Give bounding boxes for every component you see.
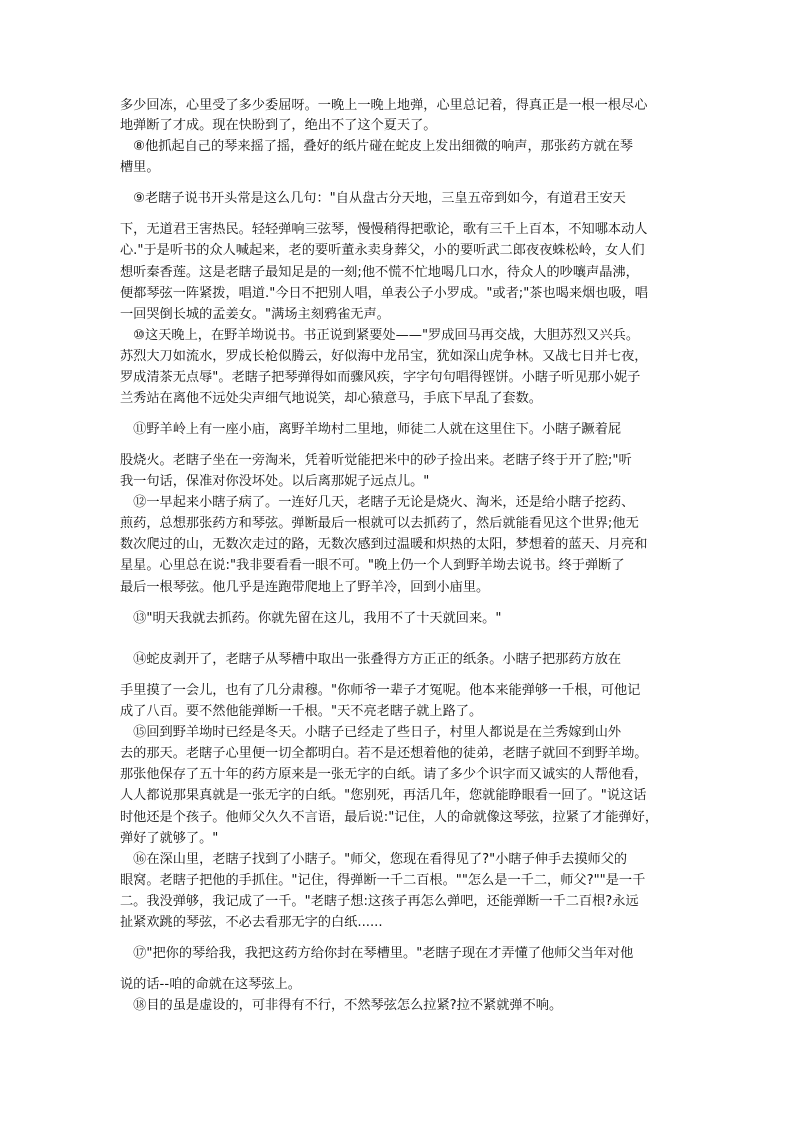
text-line: ⑪野羊岭上有一座小庙，离野羊坳村二里地，师徒二人就在这里住下。小瞎子蹶着屁 [120,422,622,437]
text-line: 人人都说那果真就是一张无字的白纸。"您别死，再活几年，您就能睁眼看一回了。"说这话 [120,788,647,803]
text-line: 多少回冻，心里受了多少委屈呀。一晚上一晚上地弹，心里总记着，得真正是一根一根尽心 [120,98,648,113]
text-line: 时他还是个孩子。他师父久久不言语，最后说:"记住，人的命就像这琴弦，拉紧了才能弹好， [120,810,659,825]
text-line: ⑨老瞎子说书开头常是这么几句："自从盘古分天地，三皇五帝到如今，有道君王安天 [120,191,626,206]
text-line: ⑫一早起来小瞎子病了。一连好几天，老瞎子无论是烧火、淘米，还是给小瞎子挖药、 [120,495,635,510]
text-line: ⑰"把你的琴给我，我把这药方给你封在琴槽里。"老瞎子现在才弄懂了他师父当年对他 [120,946,634,961]
text-line: 我一句话，保准对你没坏处。以后离那妮子远点儿。" [120,474,430,489]
text-line: 槽里。 [120,160,160,175]
text-line: 二。我没弹够，我记成了一千。"老瞎子想:这孩子再怎么弹吧，还能弹断一千二百根?永远 [120,894,639,909]
text-line: 说的话--咱的命就在这琴弦上。 [120,977,301,992]
text-line: 一回哭倒长城的孟姜女。"满场主刻鸦雀无声。 [120,307,390,322]
text-line: 苏烈大刀如流水，罗成长枪似腾云，好似海中龙吊宝，犹如深山虎争林。又战七日并七夜， [120,349,648,364]
text-line: 心."于是听书的众人喊起来，老的要听董永卖身葬父，小的要听武二郎夜夜蛛松岭，女人们 [120,243,645,258]
text-line: 成了八百。要不然他能弹断一千根。"天不亮老瞎子就上路了。 [120,704,483,719]
text-line: ⑯在深山里，老瞎子找到了小瞎子。"师父，您现在看得见了?"小瞎子伸手去摸师父的 [120,852,628,867]
text-line: 股烧火。老瞎子坐在一旁淘米，凭着听觉能把米中的砂子捡出来。老瞎子终于开了腔;"听 [120,453,632,468]
text-line: 兰秀站在离他不远处尖声细气地说笑，却心猿意马，手底下早乱了套数。 [120,391,542,406]
text-line: 去的那天。老瞎子心里便一切全都明白。若不是还想着他的徒弟，老瞎子就回不到野羊坳。 [120,746,648,761]
text-line: 扯紧欢跳的琴弦，不必去看那无字的白纸...... [120,915,383,930]
text-line: ⑱目的虽是虚设的，可非得有不行，不然琴弦怎么拉紧?拉不紧就弹不响。 [120,998,563,1013]
text-line: 煎药，总想那张药方和琴弦。弹断最后一根就可以去抓药了，然后就能看见这个世界;他无 [120,516,639,531]
text-line: 罗成清茶无点辱"。老瞎子把琴弹得如而骤风疾，字字句句唱得铿饼。小瞎子听见那小妮子 [120,370,641,385]
text-line: 星星。心里总在说:"我非要看看一眼不可。"晚上仍一个人到野羊坳去说书。终于弹断了 [120,558,625,573]
text-line: ⑮回到野羊坳时已经是冬天。小瞎子已经走了些日子，村里人都说是在兰秀嫁到山外 [120,725,622,740]
text-line: 手里摸了一会儿，也有了几分肃穆。"你师爷一辈子才冤呢。他本来能弹够一千根，可他记 [120,683,641,698]
text-line: 想听秦香莲。这是老瞎子最知足是的一刻;他不慌不忙地喝几口水，待众人的吵嚷声晶沸， [120,265,639,280]
text-line: 数次爬过的山，无数次走过的路，无数次感到过温暖和炽热的太阳，梦想着的蓝天、月亮和 [120,537,648,552]
text-line: ⑩这天晚上，在野羊坳说书。书正说到紧要处——"罗成回马再交战，大胆苏烈又兴兵。 [120,328,640,343]
text-line: 便都琴弦一阵紧拨，唱道."今日不把别人唱，单表公子小罗成。"或者;"茶也喝来烟也吸，唱 [120,286,648,301]
text-line: ⑧他抓起自己的琴来摇了摇，叠好的纸片碰在蛇皮上发出细微的响声，那张药方就在琴 [120,139,633,154]
text-line: 那张他保存了五十年的药方原来是一张无字的白纸。请了多少个识字而又诚实的人帮他看， [120,767,648,782]
text-line: 最后一根琴弦。他几乎是连跑带爬地上了野羊冷，回到小庙里。 [120,580,490,595]
text-line: 眼窝。老瞎子把他的手抓住。"记住，得弹断一千二百根。""怎么是一千二，师父?""是一千 [120,873,646,888]
text-line: 地弹断了才成。现在快盼到了，绝出不了这个夏天了。 [120,118,437,133]
text-line: 弹好了就够了。" [120,831,219,846]
text-line: 下，无道君王害热民。轻轻弹响三弦琴，慢慢稍得把歌论，歌有三千上百本，不知哪本动人 [120,222,648,237]
text-line: ⑬"明天我就去抓药。你就先留在这儿，我用不了十天就回来。" [120,611,502,626]
text-line: ⑭蛇皮剥开了，老瞎子从琴槽中取出一张叠得方方正正的纸条。小瞎子把那药方放在 [120,652,622,667]
